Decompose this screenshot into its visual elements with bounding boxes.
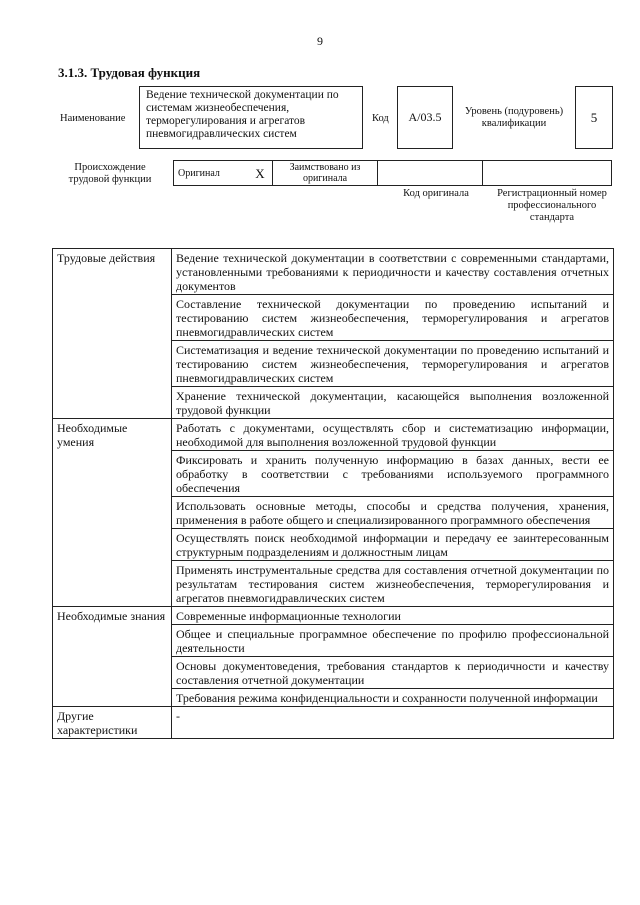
name-label: Наименование	[60, 113, 126, 124]
item-cell: Основы документоведения, требования стандартов к периодичности и качеству составления отчетной документации	[172, 657, 614, 689]
category-cell: Необходимые знания	[53, 607, 172, 707]
category-cell: Другие характеристики	[53, 707, 172, 739]
level-label: Уровень (подуровень) квалификации	[464, 106, 564, 129]
level-value: 5	[575, 86, 613, 149]
page-number: 9	[317, 34, 323, 48]
item-cell: Общее и специальные программное обеспечение по профилю профессиональной деятельности	[172, 625, 614, 657]
origin-label: Происхождение трудовой функции	[68, 162, 152, 185]
table-row	[53, 707, 614, 739]
code-original-cell	[378, 161, 483, 186]
category-cell: Трудовые действия	[53, 249, 172, 419]
item-cell: Требования режима конфиденциальности и сохранности полученной информации	[172, 689, 614, 707]
item-cell: Использовать основные методы, способы и средства получения, хранения, применения в работе общего и специализированного программного обеспечения	[172, 497, 614, 529]
item-cell: Фиксировать и хранить полученную информацию в базах данных, вести ее обработку в соответствии с требованиями используемого программного обеспечения	[172, 451, 614, 497]
section-title: 3.1.3. Трудовая функция	[58, 65, 201, 80]
original-cell: Оригинал	[174, 161, 249, 186]
origin-table	[173, 160, 612, 186]
item-cell: Систематизация и ведение технической документации по проведению испытаний и тестированию систем жизнеобеспечения, терморегулирования и агрегатов пневмогидравлических систем	[172, 341, 614, 387]
reg-number-cell	[483, 161, 612, 186]
code-original-caption: Код оригинала	[403, 188, 469, 199]
reg-number-caption: Регистрационный номер профессионального стандарта	[497, 188, 607, 223]
borrowed-cell: Заимствовано из оригинала	[273, 161, 378, 186]
table-row	[53, 419, 614, 451]
item-cell: Современные информационные технологии	[172, 607, 614, 625]
table-row	[53, 249, 614, 295]
category-cell: Необходимые умения	[53, 419, 172, 607]
table-row	[53, 607, 614, 625]
function-table	[52, 248, 614, 739]
item-cell: Хранение технической документации, касающейся выполнения возложенной трудовой функции	[172, 387, 614, 419]
code-value: A/03.5	[397, 86, 453, 149]
item-cell: Применять инструментальные средства для составления отчетной документации по результатам тестирования систем жизнеобеспечения, терморегулирования и агрегатов пневмогидравлических систем	[172, 561, 614, 607]
item-cell: Осуществлять поиск необходимой информации и передачу ее заинтересованным структурным подразделениям и должностным лицам	[172, 529, 614, 561]
item-cell: -	[172, 707, 614, 739]
item-cell: Работать с документами, осуществлять сбор и систематизацию информации, необходимой для выполнения возложенной трудовой функции	[172, 419, 614, 451]
item-cell: Составление технической документации по проведению испытаний и тестированию систем жизнеобеспечения, терморегулирования и агрегатов пневмогидравлических систем	[172, 295, 614, 341]
name-value: Ведение технической документации по системам жизнеобеспечения, терморегулирования и агрегатов пневмогидравлических систем	[139, 86, 363, 149]
code-label: Код	[372, 113, 389, 124]
original-mark: X	[248, 161, 273, 186]
item-cell: Ведение технической документации в соответствии с современными стандартами, установленными требованиями к периодичности и качеству составления отчетных документов	[172, 249, 614, 295]
